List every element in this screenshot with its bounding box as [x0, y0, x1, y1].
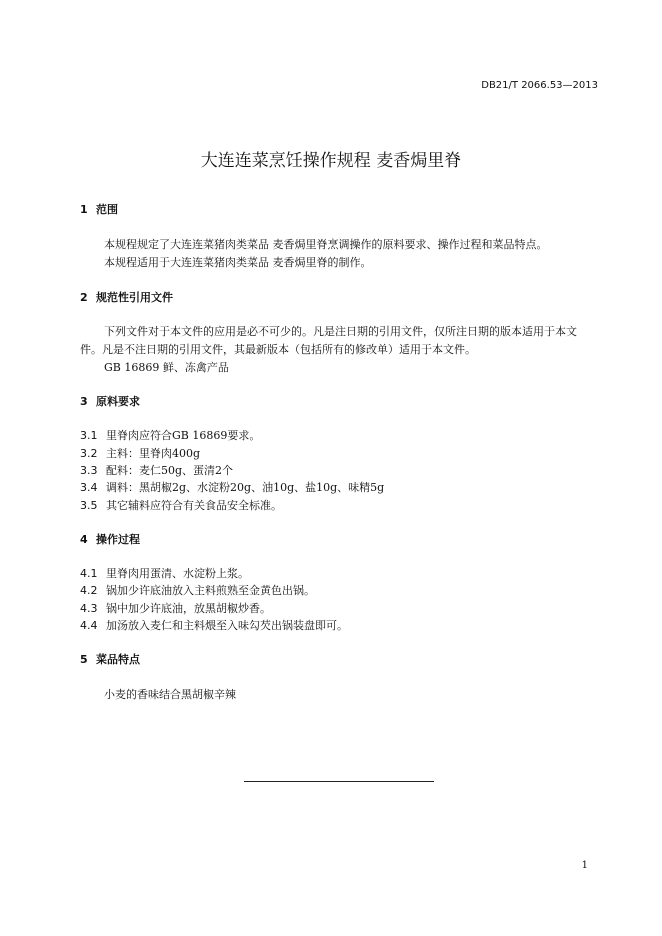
section-title: 范围	[96, 203, 118, 216]
scope-paragraph-2: 本规程适用于大连连菜猪肉类菜品 麦香焗里脊的制作。	[104, 256, 372, 269]
section-heading-scope	[80, 201, 118, 217]
procedure-step	[80, 582, 315, 598]
section-heading-dish-features	[80, 651, 140, 667]
ingredient-item	[80, 445, 200, 461]
document-code: DB21/T 2066.53—2013	[481, 80, 598, 91]
item-text: 锅加少许底油放入主料煎熟至金黄色出锅。	[106, 584, 315, 597]
section-heading-normative-references	[80, 289, 173, 305]
item-text: 加汤放入麦仁和主料煨至入味勾芡出锅装盘即可。	[106, 619, 348, 632]
section-number: 1	[80, 203, 88, 216]
item-text: 主料：里脊肉400g	[106, 447, 201, 460]
section-heading-ingredients	[80, 393, 140, 409]
ingredient-item	[80, 427, 260, 443]
item-text: 调料：黑胡椒2g、水淀粉20g、油10g、盐10g、味精5g	[106, 481, 385, 494]
item-number: 4.4	[80, 619, 98, 632]
ingredient-item	[80, 479, 384, 495]
procedure-step	[80, 617, 348, 633]
item-text: 配料：麦仁50g、蛋清2个	[106, 464, 234, 477]
item-number: 3.2	[80, 447, 98, 460]
ingredient-item	[80, 462, 233, 478]
item-number: 4.2	[80, 584, 98, 597]
references-paragraph-line-1: 下列文件对于本文件的应用是必不可少的。凡是注日期的引用文件，仅所注日期的版本适用于本文	[104, 325, 577, 338]
reference-standard: GB 16869 鲜、冻禽产品	[104, 361, 229, 374]
item-text: 锅中加少许底油，放黑胡椒炒香。	[106, 602, 271, 615]
item-number: 3.4	[80, 481, 98, 494]
section-title: 操作过程	[96, 533, 140, 546]
item-text: 里脊肉应符合GB 16869要求。	[106, 429, 261, 442]
procedure-step	[80, 565, 249, 581]
procedure-step	[80, 600, 271, 616]
page-number: 1	[581, 860, 588, 871]
section-title: 规范性引用文件	[96, 291, 173, 304]
section-number: 5	[80, 653, 88, 666]
document-title: 大连连菜烹饪操作规程 麦香焗里脊	[200, 151, 462, 171]
dish-features-paragraph: 小麦的香味结合黑胡椒辛辣	[104, 688, 236, 701]
scope-paragraph-1: 本规程规定了大连连菜猪肉类菜品 麦香焗里脊烹调操作的原料要求、操作过程和菜品特点。	[104, 238, 548, 251]
item-text: 里脊肉用蛋清、水淀粉上浆。	[106, 567, 249, 580]
section-number: 3	[80, 395, 88, 408]
item-number: 4.3	[80, 602, 98, 615]
item-text: 其它辅料应符合有关食品安全标准。	[106, 499, 282, 512]
section-title: 原料要求	[96, 395, 140, 408]
section-number: 4	[80, 533, 88, 546]
item-number: 3.5	[80, 499, 98, 512]
section-heading-procedure	[80, 531, 140, 547]
item-number: 3.1	[80, 429, 98, 442]
end-of-document-rule	[244, 781, 434, 782]
references-paragraph-line-2: 件。凡是不注日期的引用文件，其最新版本（包括所有的修改单）适用于本文件。	[80, 343, 476, 356]
ingredient-item	[80, 497, 282, 513]
item-number: 3.3	[80, 464, 98, 477]
section-number: 2	[80, 291, 88, 304]
section-title: 菜品特点	[96, 653, 140, 666]
item-number: 4.1	[80, 567, 98, 580]
